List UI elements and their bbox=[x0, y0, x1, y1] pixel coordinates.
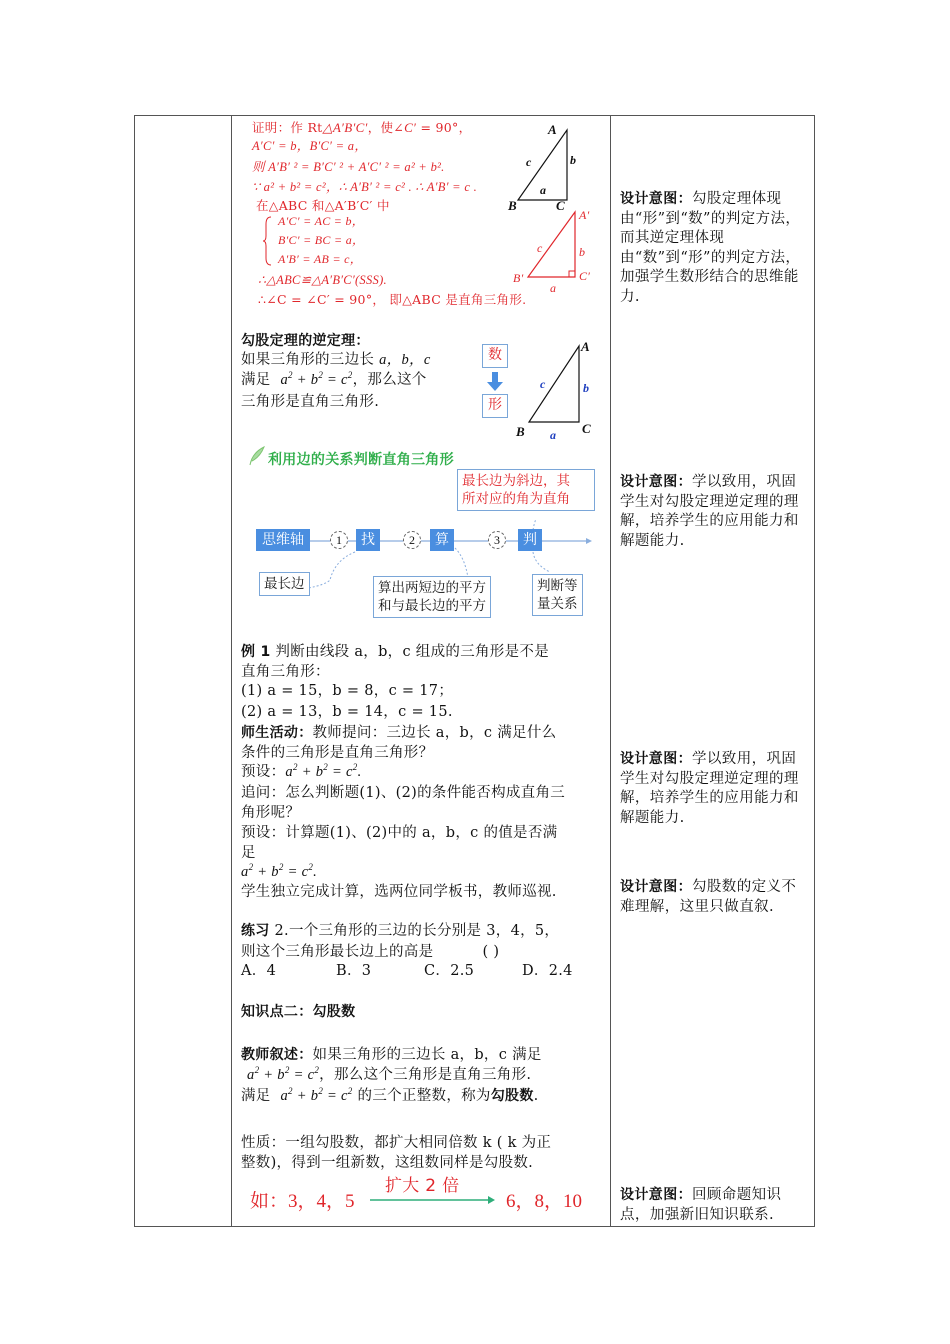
example1-line-1: 例 1 判断由线段 a，b，c 组成的三角形是不是 bbox=[241, 644, 549, 660]
option-d: D．2.4 bbox=[522, 963, 573, 979]
proof-line-4: ∵ a² + b² = c²，∴ A′B′ ² = c² . ∴ A′B′ = c . bbox=[252, 180, 478, 194]
blue-label-c: c bbox=[540, 377, 546, 391]
example1-line-2: 直角三角形： bbox=[241, 664, 330, 680]
narration-line-2: $a^2 + b^2 = c^2$，那么这个三角形是直角三角形. bbox=[247, 1065, 532, 1083]
step-number-2: 2 bbox=[403, 531, 421, 549]
option-b: B．3 bbox=[336, 963, 372, 979]
step-number-3: 3 bbox=[488, 531, 506, 549]
proof-line-7: ∴∠C = ∠C′ = 90°， 即△ABC 是直角三角形. bbox=[258, 292, 527, 307]
narration-line-1: 教师叙述：如果三角形的三边长 a，b，c 满足 bbox=[241, 1047, 542, 1063]
label-c: c bbox=[526, 155, 532, 169]
proof-line-1: 证明：作 Rt△A′B′C′，使∠C′ = 90°， bbox=[252, 120, 472, 135]
preset-2-line-1: 预设：计算题(1)、(2)中的 a，b，c 的值是否满 bbox=[241, 825, 558, 841]
brace-line-3: A′B′ = AB = c， bbox=[278, 252, 363, 266]
design-note-1: 设计意图：勾股定理体现由“形”到“数”的判定方法，而其逆定理体现由“数”到“形”的判定方法，加强学生数形结合的思维能力. bbox=[620, 191, 801, 305]
proof-line-3: 则 A′B′ ² = B′C′ ² + A′C′ ² = a² + b². bbox=[252, 160, 445, 174]
example-result: 6，8，10 bbox=[506, 1191, 583, 1212]
pythagorean-triple-example: 如：3，4，5 bbox=[250, 1191, 355, 1212]
axis-label-box: 思维轴 bbox=[256, 529, 310, 551]
leaf-icon bbox=[246, 445, 266, 471]
knowledge2-title: 知识点二：勾股数 bbox=[241, 1004, 356, 1020]
property-line-1: 性质：一组勾股数，都扩大相同倍数 k ( k 为正 bbox=[241, 1135, 552, 1151]
step-calc-box: 算 bbox=[430, 529, 454, 551]
preset-1: 预设：$a^2 + b^2 = c^2$. bbox=[241, 762, 362, 780]
label-c-red: c bbox=[537, 241, 543, 255]
step-number-1: 1 bbox=[330, 531, 348, 549]
converse-title: 勾股定理的逆定理： bbox=[241, 333, 370, 349]
converse-line-1: 如果三角形的三边长 a，b，c bbox=[241, 352, 431, 368]
step-find-box: 找 bbox=[356, 529, 380, 551]
column-divider-1 bbox=[231, 116, 232, 1226]
label-B: B bbox=[508, 198, 517, 213]
blue-label-B: B bbox=[516, 424, 525, 439]
label-C: C bbox=[556, 198, 565, 213]
brace-icon bbox=[263, 216, 273, 270]
blue-label-A: A bbox=[581, 339, 590, 354]
proof-line-6: ∴△ABC≌△A′B′C′(SSS). bbox=[258, 273, 387, 287]
top-conclusion-box: 最长边为斜边，其 所对应的角为直角 bbox=[457, 469, 595, 511]
label-a: a bbox=[540, 183, 547, 197]
property-line-2: 整数)，得到一组新数，这组数同样是勾股数. bbox=[241, 1155, 534, 1171]
design-note-5: 设计意图：回顾命题知识点，加强新旧知识联系. bbox=[620, 1187, 782, 1223]
design-note-4: 设计意图：勾股数的定义不难理解，这里只做直叙. bbox=[620, 879, 797, 915]
label-A-prime: A′ bbox=[579, 208, 590, 222]
preset-2-line-2: 足 bbox=[241, 845, 256, 861]
blue-label-b: b bbox=[583, 381, 590, 395]
step-judge-box: 判 bbox=[518, 529, 542, 551]
example1-item-1: (1) a = 15，b = 8，c = 17； bbox=[241, 683, 454, 699]
number-box: 数 bbox=[482, 344, 508, 368]
followup-line-2: 角形呢？ bbox=[241, 805, 301, 821]
activity-line-2: 条件的三角形是直角三角形？ bbox=[241, 745, 434, 761]
judge-relation-box: 判断等 量关系 bbox=[532, 574, 583, 616]
converse-line-2: 满足 $a^2 + b^2 = c^2$，那么这个 bbox=[241, 370, 427, 388]
label-C-prime: C′ bbox=[579, 269, 591, 283]
blue-label-a: a bbox=[550, 428, 557, 442]
calc-squares-box: 算出两短边的平方 和与最长边的平方 bbox=[373, 576, 491, 618]
find-longest-box: 最长边 bbox=[259, 572, 310, 596]
preset-2-formula: $a^2 + b^2 = c^2$. bbox=[241, 862, 318, 880]
proof-line-5: 在△ABC 和△A′B′C′ 中 bbox=[256, 198, 390, 213]
option-a: A．4 bbox=[241, 963, 277, 979]
label-a-red: a bbox=[550, 281, 557, 295]
proof-line-2: A′C′ = b，B′C′ = a， bbox=[252, 139, 368, 153]
exercise2-line-2: 则这个三角形最长边上的高是 ( ) bbox=[241, 944, 500, 960]
label-B-prime: B′ bbox=[513, 271, 524, 285]
design-note-3: 设计意图：学以致用，巩固学生对勾股定理逆定理的理解，培养学生的应用能力和解题能力. bbox=[620, 751, 799, 826]
design-note-2: 设计意图：学以致用，巩固学生对勾股定理逆定理的理解，培养学生的应用能力和解题能力. bbox=[620, 474, 799, 549]
label-b-red: b bbox=[579, 245, 586, 259]
followup-line-1: 追问：怎么判断题(1)、(2)的条件能否构成直角三 bbox=[241, 785, 566, 801]
label-A: A bbox=[548, 122, 557, 137]
brace-line-2: B′C′ = BC = a， bbox=[278, 233, 365, 247]
blue-label-C: C bbox=[582, 421, 591, 436]
option-c: C．2.5 bbox=[424, 963, 475, 979]
column-divider-2 bbox=[610, 116, 611, 1226]
triangle-blue-diagram bbox=[525, 340, 585, 434]
exercise2-line-1: 练习 2.一个三角形的三边的长分别是 3，4，5， bbox=[241, 923, 560, 939]
converse-line-3: 三角形是直角三角形. bbox=[241, 394, 380, 410]
narration-line-3: 满足 $a^2 + b^2 = c^2$ 的三个正整数，称为勾股数. bbox=[241, 1086, 539, 1104]
arrow-label: 扩大 2 倍 bbox=[385, 1176, 460, 1196]
mindmap-title: 利用边的关系判断直角三角形 bbox=[268, 452, 454, 468]
activity-line-1: 师生活动：教师提问：三边长 a，b，c 满足什么 bbox=[241, 725, 557, 741]
brace-line-1: A′C′ = AC = b， bbox=[278, 214, 365, 228]
shape-box: 形 bbox=[482, 394, 508, 418]
example1-item-2: (2) a = 13，b = 14，c = 15. bbox=[241, 704, 453, 720]
student-activity: 学生独立完成计算，选两位同学板书，教师巡视. bbox=[241, 884, 557, 900]
down-arrow-icon bbox=[487, 372, 503, 396]
label-b: b bbox=[570, 153, 577, 167]
